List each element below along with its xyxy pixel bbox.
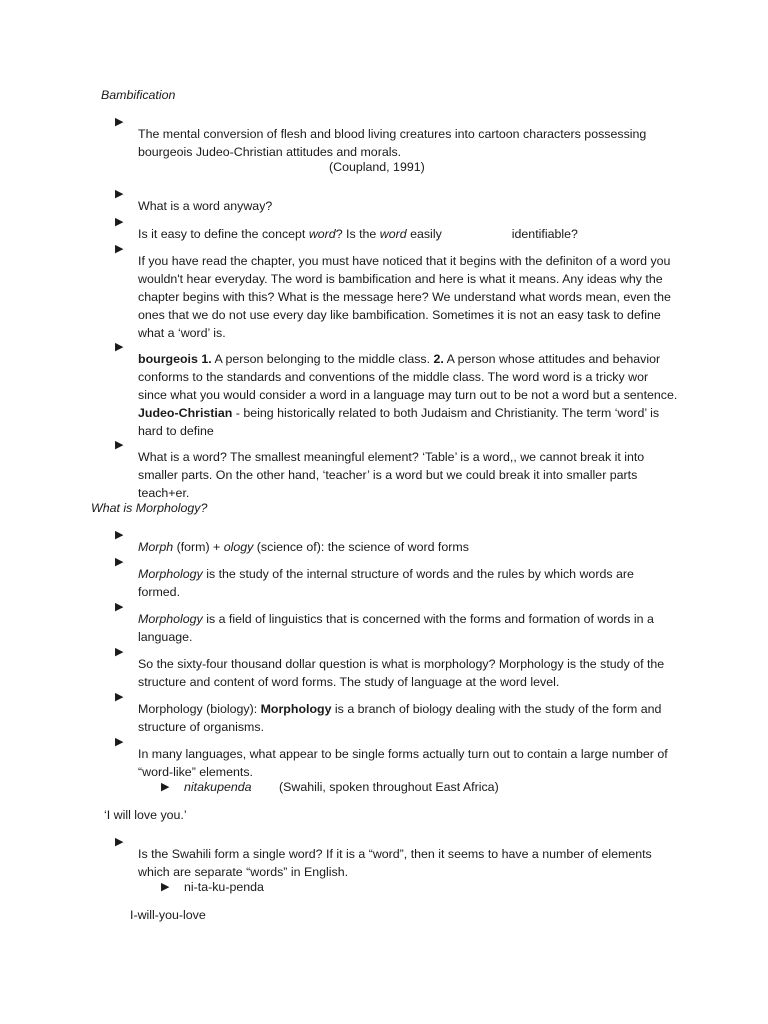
bullet-icon: ▶ <box>161 881 170 893</box>
citation: (Coupland, 1991) <box>329 160 425 174</box>
morphology-definition-2: Morphology is a field of linguistics that is concerned with the forms and formation of words in a language. <box>138 612 654 645</box>
paragraph-chapter: If you have read the chapter, you must have noticed that it begins with the definiton of a word you wouldn't hear everyday. The word is bambification and here is what it means. Any ideas why the chapter begins with this? What is the message here? We understand what words mean, even the ones that we do not use every day like bambification. Sometimes it is not an easy task to define what a ‘word’ is. <box>138 254 671 341</box>
heading-bambification: Bambification <box>101 88 176 102</box>
bullet-icon: ▶ <box>115 188 124 200</box>
gloss-i-will-love-you: ‘I will love you.’ <box>104 808 187 822</box>
swahili-note: (Swahili, spoken throughout East Africa) <box>279 780 499 794</box>
definition-bambification: The mental conversion of flesh and blood living creatures into cartoon characters possessing bourgeois Judeo-Christian attitudes and morals. <box>138 127 647 160</box>
many-languages-note: In many languages, what appear to be single forms actually turn out to contain a large number of “word-like” elements. <box>138 747 668 780</box>
morphology-biology: Morphology (biology): Morphology is a branch of biology dealing with the study of the form and structure of organisms. <box>138 702 662 735</box>
bullet-icon: ▶ <box>115 691 124 703</box>
bullet-icon: ▶ <box>115 243 124 255</box>
bullet-icon: ▶ <box>115 646 124 658</box>
question-what-is-word: What is a word anyway? <box>138 199 273 214</box>
swahili-question: Is the Swahili form a single word? If it is a “word”, then it seems to have a number of elements which are separate “words” in English. <box>138 847 652 880</box>
paragraph-table-teacher: What is a word? The smallest meaningful element? ‘Table’ is a word,, we cannot break it into smaller parts. On the other hand, ‘teacher’ is a word but we could break it into smaller parts teach+er. <box>138 450 645 501</box>
bullet-icon: ▶ <box>115 116 124 128</box>
bullet-icon: ▶ <box>115 529 124 541</box>
paragraph-bourgeois: bourgeois 1. A person belonging to the middle class. 2. A person whose attitudes and behavior conforms to the standards and conventions of the middle class. The word word is a tricky wor since what you would consider a word in a language may turn out to be not a word but a sentence. Judeo-Christian - being historically related to both Judaism and Christianity. The term ‘word’ is hard to define <box>138 352 678 439</box>
bullet-icon: ▶ <box>115 836 124 848</box>
bullet-icon: ▶ <box>115 736 124 748</box>
question-define-word: Is it easy to define the concept word? Is the word easily identifiable? <box>138 227 578 242</box>
bullet-icon: ▶ <box>115 216 124 228</box>
morphology-etymology: Morph (form) + ology (science of): the science of word forms <box>138 540 469 555</box>
segmented-form: ni-ta-ku-penda <box>184 880 264 894</box>
swahili-word: nitakupenda <box>184 780 252 794</box>
morphology-definition-1: Morphology is the study of the internal structure of words and the rules by which words are formed. <box>138 567 634 600</box>
bullet-icon: ▶ <box>115 341 124 353</box>
bullet-icon: ▶ <box>161 781 170 793</box>
bullet-icon: ▶ <box>115 439 124 451</box>
gloss-segmented: I-will-you-love <box>130 908 206 922</box>
bullet-icon: ▶ <box>115 556 124 568</box>
bullet-icon: ▶ <box>115 601 124 613</box>
morphology-question: So the sixty-four thousand dollar question is what is morphology? Morphology is the study of the structure and content of word forms. The study of language at the word level. <box>138 657 665 690</box>
heading-morphology: What is Morphology? <box>91 501 208 515</box>
